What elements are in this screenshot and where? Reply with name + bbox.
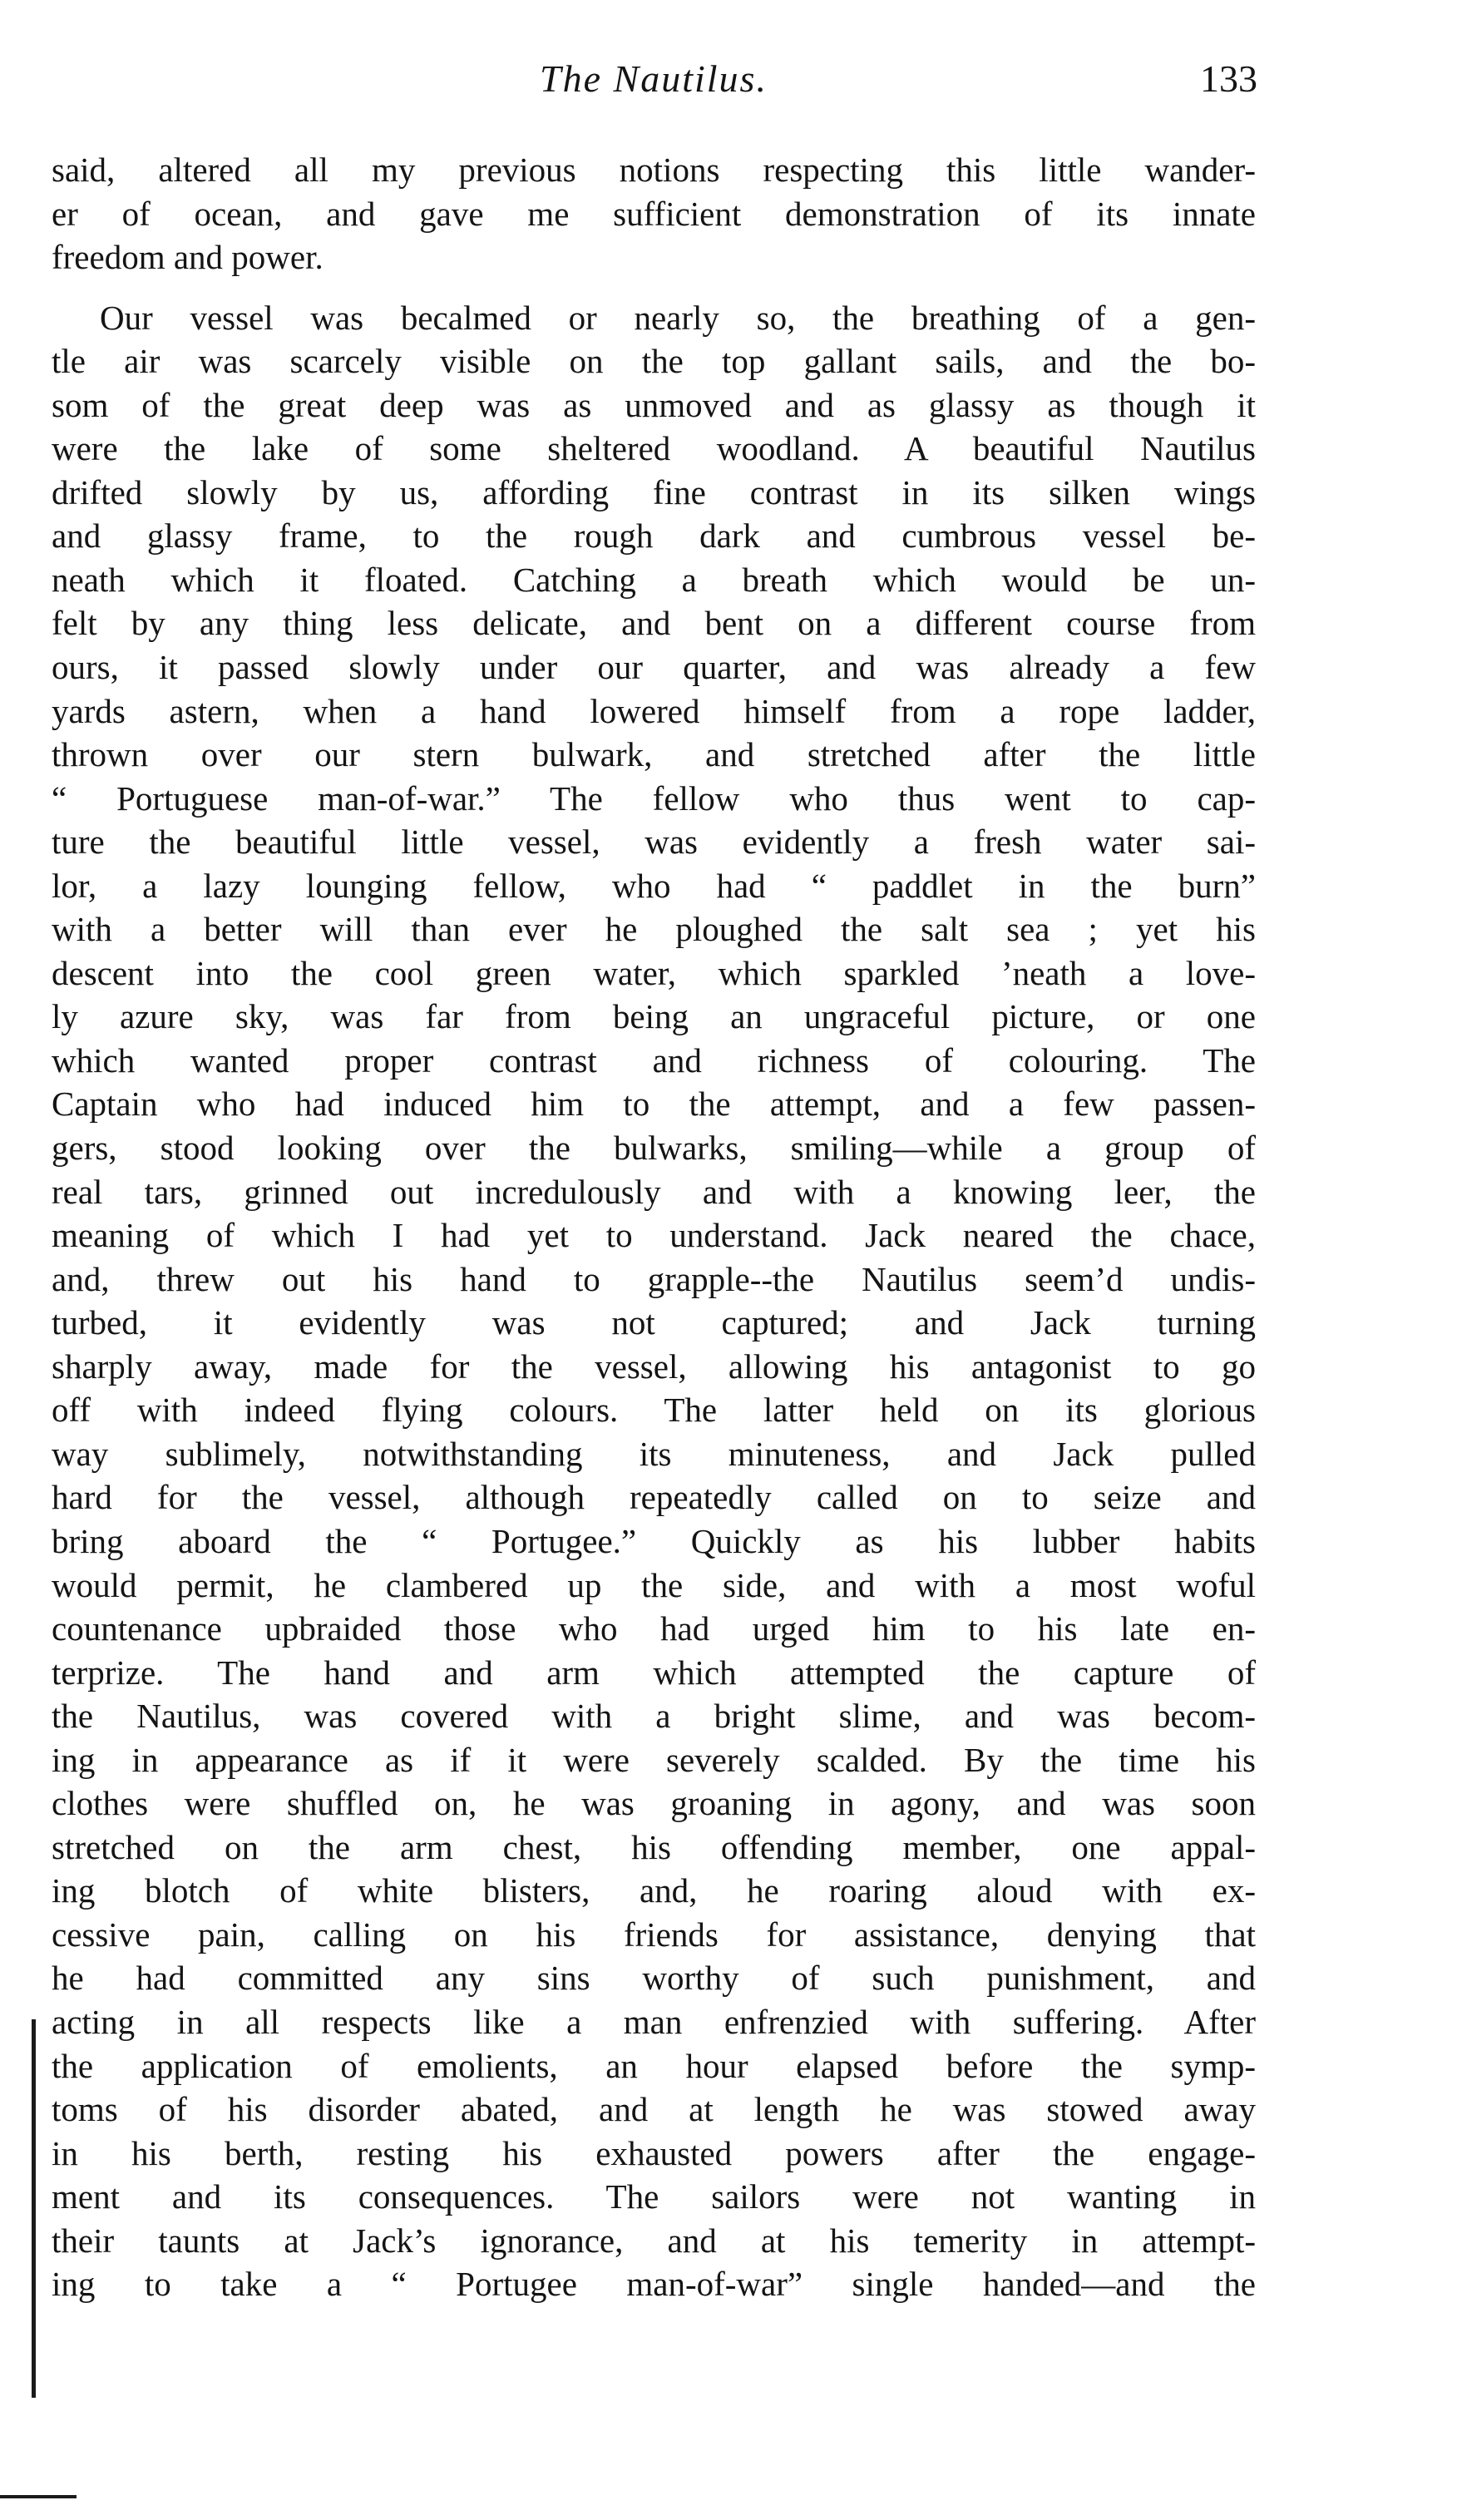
text-line: turbed, it evidently was not captured; and Jack turning	[52, 1303, 1256, 1342]
text-line: tle air was scarcely visible on the top gallant sails, and the bo-	[52, 342, 1256, 381]
text-line: descent into the cool green water, which sparkled ’neath a love-	[52, 953, 1256, 992]
text-line: were the lake of some sheltered woodland. A beautiful Nautilus	[52, 429, 1256, 468]
text-line: thrown over our stern bulwark, and stretched after the little	[52, 735, 1256, 774]
text-line: which wanted proper contrast and richness of colouring. The	[52, 1040, 1256, 1080]
text-line: ing blotch of white blisters, and, he roaring aloud with ex-	[52, 1871, 1256, 1910]
text-line: the Nautilus, was covered with a bright slime, and was becom-	[52, 1697, 1256, 1736]
text-line: cessive pain, calling on his friends for assistance, denying that	[52, 1915, 1256, 1954]
text-line: ment and its consequences. The sailors were not wanting in	[52, 2177, 1256, 2216]
text-line: their taunts at Jack’s ignorance, and at his temerity in attempt-	[52, 2221, 1256, 2260]
text-line: gers, stood looking over the bulwarks, smiling—while a group of	[52, 1129, 1256, 1168]
text-line: freedom and power.	[52, 238, 324, 277]
paragraph	[52, 296, 1256, 2306]
text-line: neath which it floated. Catching a breath which would be un-	[52, 560, 1256, 599]
running-title: The Nautilus.	[540, 57, 768, 100]
text-line: er of ocean, and gave me sufficient demonstration of its innate	[52, 194, 1256, 233]
text-line: yards astern, when a hand lowered himself from a rope ladder,	[52, 691, 1256, 730]
text-line: ture the beautiful little vessel, was evidently a fresh water sai-	[52, 823, 1256, 862]
text-line: countenance upbraided those who had urged him to his late en-	[52, 1609, 1256, 1648]
text-line: felt by any thing less delicate, and bent on a different course from	[52, 604, 1256, 643]
text-line: stretched on the arm chest, his offending member, one appal-	[52, 1827, 1256, 1866]
text-line: Captain who had induced him to the attempt, and a few passen-	[52, 1085, 1256, 1124]
margin-rule	[32, 2019, 36, 2398]
text-line: acting in all respects like a man enfrenzied with suffering. After	[52, 2002, 1256, 2041]
text-line: toms of his disorder abated, and at length he was stowed away	[52, 2090, 1256, 2129]
text-line: and glassy frame, to the rough dark and cumbrous vessel be-	[52, 516, 1256, 556]
text-line: off with indeed flying colours. The latter held on its glorious	[52, 1391, 1256, 1430]
text-line: “ Portuguese man-of-war.” The fellow who thus went to cap-	[52, 778, 1256, 818]
text-line: sharply away, made for the vessel, allowing his antagonist to go	[52, 1346, 1256, 1386]
text-line: would permit, he clambered up the side, and with a most woful	[52, 1565, 1256, 1604]
text-line: bring aboard the “ Portugee.” Quickly as his lubber habits	[52, 1521, 1256, 1560]
text-line: in his berth, resting his exhausted powers after the engage-	[52, 2133, 1256, 2172]
text-line: ly azure sky, was far from being an ungraceful picture, or one	[52, 997, 1256, 1036]
text-line: lor, a lazy lounging fellow, who had “ paddlet in the burn”	[52, 866, 1256, 905]
text-line: drifted slowly by us, affording fine contrast in its silken wings	[52, 472, 1256, 511]
text-line: with a better will than ever he ploughed the salt sea ; yet his	[52, 910, 1256, 949]
running-head	[50, 57, 1257, 106]
text-line: clothes were shuffled on, he was groaning in agony, and was soon	[52, 1784, 1256, 1823]
text-line: som of the great deep was as unmoved and as glassy as though it	[52, 385, 1256, 424]
text-line: the application of emolients, an hour elapsed before the symp-	[52, 2046, 1256, 2085]
text-line: hard for the vessel, although repeatedly called on to seize and	[52, 1478, 1256, 1517]
text-line: said, altered all my previous notions respecting this little wander-	[52, 151, 1256, 189]
text-line: Our vessel was becalmed or nearly so, the breathing of a gen-	[100, 298, 1256, 337]
text-line: real tars, grinned out incredulously and with a knowing leer, the	[52, 1172, 1256, 1211]
paragraph	[52, 148, 1256, 279]
text-line: ours, it passed slowly under our quarter, and was already a few	[52, 648, 1256, 687]
bottom-rule	[0, 2495, 77, 2498]
page-number: 133	[1200, 57, 1257, 100]
body-text	[52, 148, 1256, 2306]
text-line: he had committed any sins worthy of such punishment, and	[52, 1959, 1256, 1998]
text-line: ing to take a “ Portugee man-of-war” single handed—and the	[52, 2265, 1256, 2304]
text-line: meaning of which I had yet to understand. Jack neared the chace,	[52, 1216, 1256, 1255]
text-line: and, threw out his hand to grapple--the Nautilus seem’d undis-	[52, 1259, 1256, 1298]
text-line: terprize. The hand and arm which attempted the capture of	[52, 1653, 1256, 1692]
text-line: way sublimely, notwithstanding its minuteness, and Jack pulled	[52, 1434, 1256, 1473]
text-line: ing in appearance as if it were severely scalded. By the time his	[52, 1740, 1256, 1779]
paragraph-gap	[52, 279, 1256, 296]
